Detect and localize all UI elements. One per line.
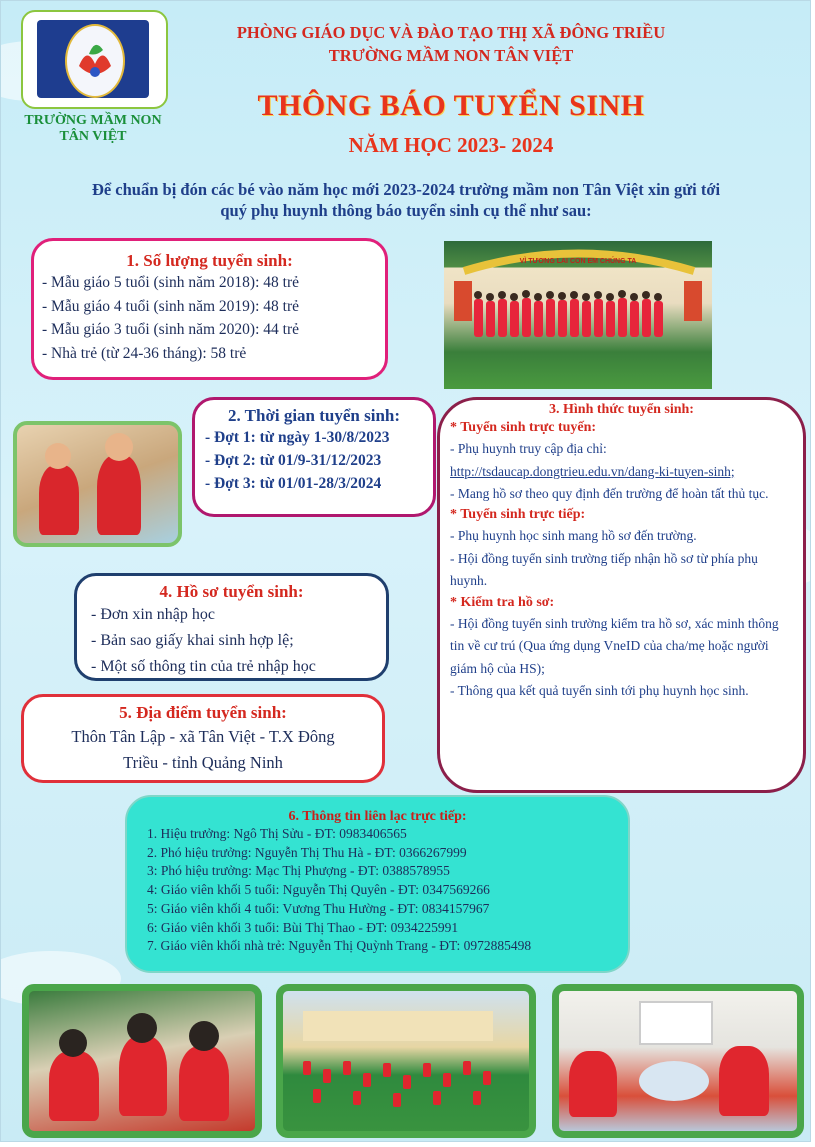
child-face (45, 443, 71, 469)
contact-item: 7. Giáo viên khối nhà trẻ: Nguyễn Thị Quỳnh Trang - ĐT: 0972885498 (147, 938, 532, 954)
contact-item: 5: Giáo viên khối 4 tuổi: Vương Thu Hường - ĐT: 0834157967 (147, 900, 490, 916)
teachers-photo-art (444, 241, 712, 389)
direct-line: - Phụ huynh học sinh mang hồ sơ đến trường. (450, 528, 697, 543)
teachers-photo (444, 241, 712, 389)
contact-item: 6: Giáo viên khối 3 tuổi: Bùi Thị Thao - ĐT: 0934225991 (147, 919, 459, 935)
direct-heading: * Tuyển sinh trực tiếp: (450, 507, 586, 522)
logo-emblem (37, 20, 149, 98)
schoolyard-photo (276, 984, 536, 1138)
school-logo (21, 10, 168, 109)
banner-text: VÌ TƯƠNG LAI CON EM CHÚNG TA (519, 258, 637, 265)
address-line1: Thôn Tân Lập - xã Tân Việt - T.X Đông (71, 727, 335, 746)
child-figure (569, 1051, 617, 1117)
quota-item: - Nhà trẻ (từ 24-36 tháng): 58 trẻ (42, 344, 247, 362)
contact-item: 3: Phó hiệu trưởng: Mạc Thị Phượng - ĐT: 0388578955 (147, 863, 450, 879)
logo-caption (13, 113, 173, 145)
section-location (21, 694, 385, 783)
intro-line1: Để chuẩn bị đón các bé vào năm học mới 2023-2024 trường mầm non Tân Việt xin gửi tới (91, 180, 721, 199)
classroom-photo (22, 984, 262, 1138)
child-figure (179, 1046, 229, 1121)
section6-title: 6. Thông tin liên lạc trực tiếp: (288, 809, 467, 824)
period-item: - Đợt 3: từ 01/01-28/3/2024 (205, 475, 382, 492)
address-line2: Triều - tỉnh Quảng Ninh (123, 753, 283, 772)
schoolyard-art (283, 991, 515, 1117)
school-heading: TRƯỜNG MẦM NON TÂN VIỆT (328, 46, 574, 65)
registration-link[interactable]: http://tsdaucap.dongtrieu.edu.vn/dang-ki-tuyen-sinh; (450, 463, 735, 479)
activity-table (639, 1061, 709, 1101)
activity-photo (552, 984, 804, 1138)
period-item: - Đợt 2: từ 01/9-31/12/2023 (205, 452, 382, 469)
check-line: - Hội đồng tuyển sinh trường kiểm tra hồ sơ, xác minh thông tin về cư trú (Qua ứng dụng VneID của cha/mẹ hoặc người giám hộ của HS); (450, 615, 779, 676)
contact-item: 4: Giáo viên khối 5 tuổi: Nguyễn Thị Quyên - ĐT: 0347569266 (147, 882, 490, 898)
child-face (105, 433, 133, 461)
child-figure (719, 1046, 769, 1116)
section3-title: 3. Hình thức tuyển sinh: (549, 402, 694, 417)
child-figure (49, 1051, 99, 1121)
online-line: - Mang hồ sơ theo quy định đến trường để hoàn tất thủ tục. (450, 485, 769, 501)
section-contacts (125, 795, 630, 973)
section-enrollment-period (192, 397, 436, 517)
intro-line2: quý phụ huynh thông báo tuyển sinh cụ thể như sau: (220, 201, 592, 220)
section2-title: 2. Thời gian tuyển sinh: (227, 406, 401, 425)
page-title: THÔNG BÁO TUYỂN SINH (257, 89, 645, 122)
child-figure (39, 465, 79, 535)
section-documents (74, 573, 389, 681)
logo-caption-line2: TÂN VIỆT (59, 129, 127, 144)
child-head (127, 1013, 157, 1043)
hands-leaf-icon (67, 26, 123, 96)
classroom-screen (639, 1001, 713, 1045)
quota-item: - Mẫu giáo 4 tuổi (sinh năm 2019): 48 trẻ (42, 297, 299, 315)
contact-item: 2. Phó hiệu trưởng: Nguyễn Thị Thu Hà - ĐT: 0366267999 (147, 844, 467, 860)
quota-item: - Mẫu giáo 5 tuổi (sinh năm 2018): 48 trẻ (42, 274, 299, 291)
quota-item: - Mẫu giáo 3 tuổi (sinh năm 2020): 44 trẻ (42, 321, 299, 338)
section4-title: 4. Hồ sơ tuyển sinh: (159, 582, 304, 601)
online-line: - Phụ huynh truy cập địa chỉ: (450, 441, 607, 456)
check-heading: * Kiểm tra hồ sơ: (450, 594, 555, 610)
logo-caption-line1: TRƯỜNG MẦM NON (24, 113, 162, 128)
section-enrollment-quota (31, 238, 388, 380)
check-line: - Thông qua kết quả tuyển sinh tới phụ huynh học sinh. (450, 683, 749, 698)
document-item: - Đơn xin nhập học (91, 606, 215, 623)
section-enrollment-method (437, 397, 806, 793)
online-heading: * Tuyển sinh trực tuyến: (450, 420, 597, 435)
section1-title: 1. Số lượng tuyển sinh: (126, 251, 293, 270)
document-item: - Bản sao giấy khai sinh hợp lệ; (91, 632, 294, 649)
document-item: - Một số thông tin của trẻ nhập học (91, 658, 316, 675)
department-heading: PHÒNG GIÁO DỤC VÀ ĐÀO TẠO THỊ XÃ ĐÔNG TRIỀU (236, 23, 666, 42)
contact-item: 1. Hiệu trưởng: Ngô Thị Sửu - ĐT: 0983406565 (147, 826, 407, 841)
period-item: - Đợt 1: từ ngày 1-30/8/2023 (205, 429, 390, 446)
child-figure (97, 455, 141, 535)
child-head (189, 1021, 219, 1051)
page-subtitle: NĂM HỌC 2023- 2024 (348, 133, 554, 157)
intro-paragraph (41, 179, 771, 221)
child-head (59, 1029, 87, 1057)
child-figure (119, 1036, 167, 1116)
children-photo (13, 421, 182, 547)
section5-title: 5. Địa điểm tuyển sinh: (119, 703, 287, 722)
logo-disc (65, 24, 125, 98)
direct-line: - Hội đồng tuyển sinh trường tiếp nhận hồ sơ từ phía phụ huynh. (450, 550, 758, 588)
